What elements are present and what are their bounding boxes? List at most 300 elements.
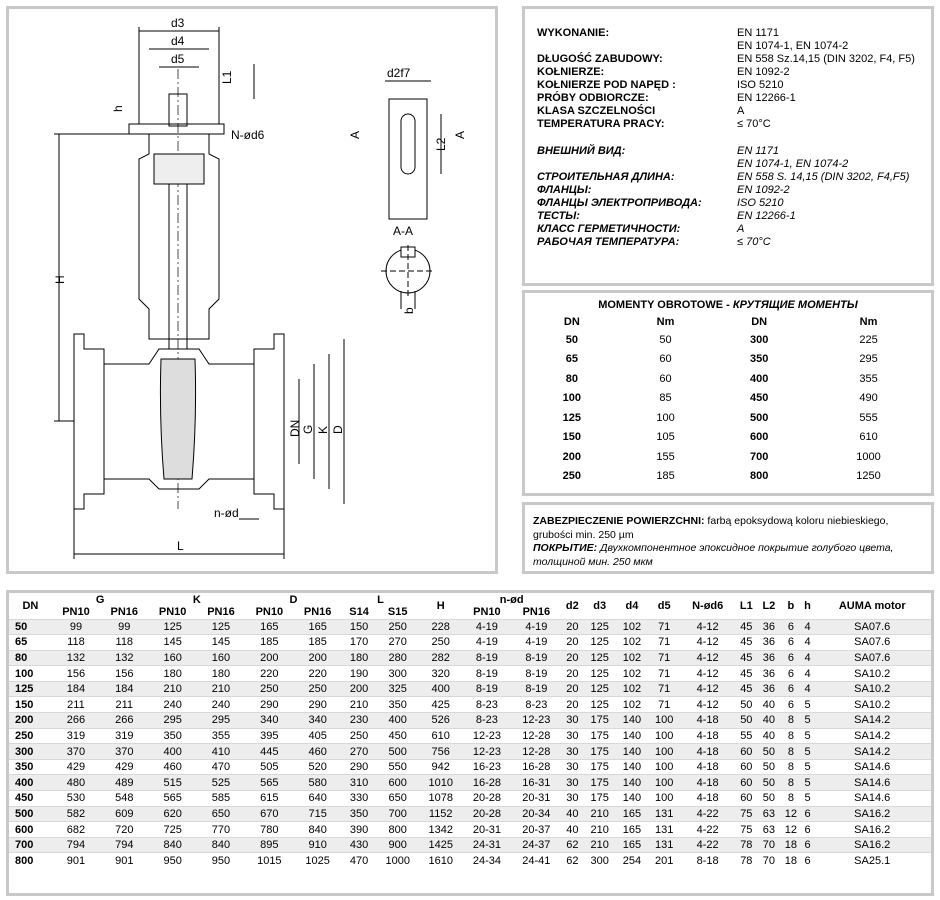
dims-cell: 45 (735, 666, 758, 682)
dims-row (9, 806, 931, 822)
dims-cell: 470 (197, 759, 245, 775)
spec-key: ФЛАНЦЫ ЭЛЕКТРОПРИВОДА: (537, 197, 702, 209)
dims-header: PN16 (522, 606, 551, 619)
dims-cell: 140 (616, 775, 648, 791)
dims-cell: 125 (584, 697, 616, 713)
dims-cell: 650 (197, 806, 245, 822)
dims-cell: 840 (148, 837, 196, 853)
dims-cell: 550 (376, 759, 419, 775)
dims-cell: 140 (616, 791, 648, 807)
dims-cell: 20 (561, 681, 584, 697)
label-l: L (177, 539, 184, 553)
dims-cell: 794 (100, 837, 148, 853)
dims-cell: 250 (9, 728, 52, 744)
spec-value: ISO 5210 (737, 79, 784, 91)
dims-cell: 770 (197, 822, 245, 838)
dims-cell: 140 (616, 713, 648, 729)
dims-cell: 901 (100, 853, 148, 869)
dims-cell: 895 (245, 837, 293, 853)
dims-cell: 650 (376, 791, 419, 807)
dims-cell: 400 (376, 713, 419, 729)
dims-cell: 78 (735, 853, 758, 869)
dims-cell: 615 (245, 791, 293, 807)
dims-cell: 71 (648, 681, 680, 697)
dims-cell: 131 (648, 806, 680, 822)
spec-row (537, 27, 931, 53)
dims-cell: 715 (294, 806, 342, 822)
torque-cell: 185 (656, 470, 675, 483)
dims-cell: 228 (419, 619, 462, 635)
dims-cell: 65 (9, 635, 52, 651)
dims-cell: 36 (758, 650, 781, 666)
dims-cell: 200 (245, 650, 293, 666)
dims-cell: 390 (342, 822, 376, 838)
dims-cell: 1342 (419, 822, 462, 838)
dims-cell: 340 (245, 713, 293, 729)
dims-cell: 530 (52, 791, 100, 807)
dims-cell: 102 (616, 681, 648, 697)
dims-cell: 50 (758, 775, 781, 791)
dims-cell: 12-23 (512, 713, 561, 729)
dims-cell: 840 (294, 822, 342, 838)
dims-cell: 4-22 (680, 822, 735, 838)
dims-cell: 165 (294, 619, 342, 635)
dims-cell: 210 (584, 806, 616, 822)
dims-cell: 350 (342, 806, 376, 822)
dims-cell: 900 (376, 837, 419, 853)
dims-cell: 50 (758, 791, 781, 807)
dims-cell: 20-28 (462, 791, 511, 807)
dims-cell: 5 (802, 775, 814, 791)
dims-header: PN10 (158, 606, 187, 619)
dims-cell: 62 (561, 853, 584, 869)
dims-cell: 100 (9, 666, 52, 682)
dims-cell: 125 (584, 681, 616, 697)
dims-cell: 1000 (376, 853, 419, 869)
spec-key: СТРОИТЕЛЬНАЯ ДЛИНА: (537, 171, 675, 183)
dims-cell: 430 (342, 837, 376, 853)
dims-cell: 4-19 (512, 619, 561, 635)
dims-cell: 240 (197, 697, 245, 713)
dims-cell: 18 (780, 853, 802, 869)
dims-cell: 460 (294, 744, 342, 760)
surface-protection-panel (522, 502, 934, 574)
dims-cell: 505 (245, 759, 293, 775)
dims-cell: 132 (52, 650, 100, 666)
dims-cell: 6 (780, 650, 802, 666)
torque-header: DN (563, 315, 580, 328)
dims-cell: 60 (735, 759, 758, 775)
dims-cell: 75 (735, 822, 758, 838)
dims-cell: 320 (419, 666, 462, 682)
dims-cell: 24-41 (512, 853, 561, 869)
dims-cell: 131 (648, 837, 680, 853)
dims-cell: 50 (735, 697, 758, 713)
dims-row (9, 775, 931, 791)
dims-cell: 780 (245, 822, 293, 838)
dims-cell: 330 (342, 791, 376, 807)
torque-title-pl: MOMENTY OBROTOWE - (598, 299, 733, 311)
dims-cell: SA10.2 (813, 697, 931, 713)
dims-cell: 500 (9, 806, 52, 822)
dims-cell: 700 (9, 837, 52, 853)
dims-cell: 266 (100, 713, 148, 729)
dims-header: L1 (739, 599, 753, 612)
dims-cell: 800 (9, 853, 52, 869)
dims-cell: 50 (758, 759, 781, 775)
dims-cell: 185 (294, 635, 342, 651)
spec-value: A (737, 223, 745, 235)
spec-key: KOŁNIERZE: (537, 66, 605, 78)
dims-cell: 20-37 (512, 822, 561, 838)
dims-row (9, 635, 931, 651)
dims-cell: 62 (561, 837, 584, 853)
dims-cell: 230 (342, 713, 376, 729)
dims-cell: 100 (648, 728, 680, 744)
specification-panel (522, 6, 934, 286)
dims-cell: 515 (148, 775, 196, 791)
torque-row (525, 408, 931, 428)
label-n-d: n-ød (214, 506, 239, 520)
dims-cell: 600 (376, 775, 419, 791)
dims-cell: 18 (780, 837, 802, 853)
torque-cell: 80 (565, 372, 578, 385)
dims-cell: 8-19 (512, 681, 561, 697)
torque-panel (522, 290, 934, 496)
spec-key: ФЛАНЦЫ: (537, 184, 592, 196)
dims-cell: 140 (616, 759, 648, 775)
dims-cell: 125 (584, 666, 616, 682)
torque-cell: 400 (750, 372, 769, 385)
dims-cell: 8-18 (680, 853, 735, 869)
dims-cell: 395 (245, 728, 293, 744)
dims-cell: 150 (9, 697, 52, 713)
torque-cell: 60 (659, 353, 672, 366)
torque-header: Nm (859, 315, 878, 328)
dims-cell: 16-28 (512, 759, 561, 775)
dims-cell: 4-12 (680, 619, 735, 635)
torque-cell: 555 (859, 411, 878, 424)
dims-cell: 1078 (419, 791, 462, 807)
dims-cell: 211 (100, 697, 148, 713)
dims-header: H (436, 599, 445, 612)
dims-cell: 210 (197, 681, 245, 697)
dims-cell: 319 (100, 728, 148, 744)
dimensions-panel (6, 590, 934, 896)
dims-cell: 460 (148, 759, 196, 775)
spec-value: EN 1171 EN 1074-1, EN 1074-2 (737, 145, 849, 170)
dims-cell: 71 (648, 635, 680, 651)
dims-cell: 950 (148, 853, 196, 869)
dims-cell: 4-12 (680, 650, 735, 666)
dims-header: K (192, 593, 201, 606)
dims-row (9, 791, 931, 807)
dims-cell: 125 (148, 619, 196, 635)
dims-cell: 350 (9, 759, 52, 775)
dims-cell: 4-22 (680, 837, 735, 853)
dims-cell: 45 (735, 650, 758, 666)
dims-cell: 6 (802, 837, 814, 853)
torque-cell: 355 (859, 372, 878, 385)
dims-cell: 8-23 (462, 697, 511, 713)
dims-cell: 4 (802, 635, 814, 651)
dims-cell: 165 (616, 806, 648, 822)
dims-cell: 140 (616, 728, 648, 744)
dims-cell: 4 (802, 681, 814, 697)
torque-cell: 700 (750, 450, 769, 463)
dims-cell: 405 (294, 728, 342, 744)
torque-cell: 450 (750, 392, 769, 405)
dims-header: L2 (762, 599, 776, 612)
dims-cell: 99 (52, 619, 100, 635)
spec-row (537, 66, 931, 79)
dims-row (9, 822, 931, 838)
dims-header: AUMA motor (838, 599, 906, 612)
dims-cell: 12-23 (462, 728, 511, 744)
dims-cell: 40 (758, 697, 781, 713)
spec-row (537, 197, 931, 210)
dims-cell: 525 (197, 775, 245, 791)
spec-row (537, 210, 931, 223)
spec-key: WYKONANIE: (537, 27, 610, 39)
spec-key: PRÓBY ODBIORCZE: (537, 92, 649, 104)
dims-cell: 565 (245, 775, 293, 791)
dims-cell: 30 (561, 759, 584, 775)
dims-cell: 4-18 (680, 728, 735, 744)
dims-cell: 20 (561, 650, 584, 666)
dims-cell: 340 (294, 713, 342, 729)
dims-cell: 100 (648, 775, 680, 791)
spec-row (537, 145, 931, 171)
dims-cell: 45 (735, 681, 758, 697)
dims-cell: 170 (342, 635, 376, 651)
spec-key: ВНЕШНИЙ ВИД: (537, 145, 626, 157)
torque-cell: 250 (562, 470, 582, 483)
dims-cell: 480 (52, 775, 100, 791)
dims-row (9, 619, 931, 635)
dims-cell: 102 (616, 697, 648, 713)
dims-row (9, 713, 931, 729)
dims-cell: 620 (148, 806, 196, 822)
dims-cell: 78 (735, 837, 758, 853)
dims-cell: 282 (419, 650, 462, 666)
torque-cell: 100 (562, 392, 582, 405)
protection-pl-text: farbą epoksydową koloru niebieskiego, grubości min. 250 µm (533, 515, 889, 541)
spec-row (537, 184, 931, 197)
torque-cell: 60 (659, 372, 672, 385)
dims-cell: 270 (342, 744, 376, 760)
dims-cell: 266 (52, 713, 100, 729)
dims-cell: SA14.6 (813, 775, 931, 791)
spec-value: EN 12266-1 (737, 92, 796, 104)
dims-cell: 610 (419, 728, 462, 744)
dims-cell: 429 (100, 759, 148, 775)
dims-header: h (804, 599, 811, 612)
dims-cell: 60 (735, 775, 758, 791)
dims-cell: 4-22 (680, 806, 735, 822)
protection-pl (533, 515, 923, 542)
dims-cell: SA14.2 (813, 713, 931, 729)
dims-cell: 125 (584, 635, 616, 651)
label-d2f7: d2f7 (387, 66, 411, 80)
dims-cell: 1610 (419, 853, 462, 869)
dims-cell: 4-19 (462, 635, 511, 651)
dims-cell: 63 (758, 822, 781, 838)
dims-cell: 20 (561, 666, 584, 682)
dims-cell: 250 (245, 681, 293, 697)
dims-cell: 71 (648, 650, 680, 666)
dims-cell: 99 (100, 619, 148, 635)
spec-value: EN 558 S. 14,15 (DIN 3202, F4,F5) (737, 171, 910, 183)
dims-cell: 200 (342, 681, 376, 697)
dims-cell: 445 (245, 744, 293, 760)
dims-cell: 40 (758, 728, 781, 744)
spec-value: ISO 5210 (737, 197, 784, 209)
protection-ru-label: ПОКРЫТИЕ: (533, 542, 598, 554)
dims-header: L (377, 593, 384, 606)
dims-cell: 6 (802, 853, 814, 869)
torque-row (525, 447, 931, 467)
dims-cell: 180 (342, 650, 376, 666)
torque-row (525, 369, 931, 389)
dims-cell: 700 (376, 806, 419, 822)
dims-cell: 429 (52, 759, 100, 775)
spec-key: KLASA SZCZELNOŚCI (537, 105, 656, 117)
dims-cell: 100 (648, 791, 680, 807)
dims-cell: 4-18 (680, 775, 735, 791)
dims-cell: 20 (561, 697, 584, 713)
dims-cell: 270 (376, 635, 419, 651)
dims-cell: 210 (148, 681, 196, 697)
dims-cell: 200 (9, 713, 52, 729)
dims-row (9, 853, 931, 869)
dims-header: PN16 (303, 606, 332, 619)
label-k: K (316, 425, 330, 434)
dims-cell: SA14.6 (813, 791, 931, 807)
dims-cell: 145 (197, 635, 245, 651)
dims-cell: 71 (648, 697, 680, 713)
dims-cell: 6 (780, 666, 802, 682)
torque-cell: 50 (565, 333, 578, 346)
label-dn: DN (288, 419, 302, 437)
dims-cell: 4-18 (680, 791, 735, 807)
dims-cell: SA16.2 (813, 837, 931, 853)
dims-cell: 145 (148, 635, 196, 651)
dims-cell: 4 (802, 666, 814, 682)
dims-row (9, 650, 931, 666)
dims-cell: 5 (802, 759, 814, 775)
label-n-d6: N-ød6 (231, 128, 265, 142)
protection-ru (533, 542, 923, 569)
dims-cell: 24-34 (462, 853, 511, 869)
dims-cell: 8-19 (462, 650, 511, 666)
dimensions-table (9, 593, 931, 869)
torque-cell: 100 (656, 411, 675, 424)
technical-drawing-panel (6, 6, 498, 574)
dims-row (9, 759, 931, 775)
dims-cell: 8 (780, 759, 802, 775)
protection-pl-label: ZABEZPIECZENIE POWIERZCHNI: (533, 515, 705, 527)
dims-cell: 410 (197, 744, 245, 760)
label-a-a: A-A (393, 224, 414, 238)
dims-cell: 118 (100, 635, 148, 651)
dims-cell: 175 (584, 713, 616, 729)
spec-key: DŁUGOŚĆ ZABUDOWY: (537, 53, 663, 65)
dims-cell: 5 (802, 728, 814, 744)
dims-cell: 20-31 (512, 791, 561, 807)
dims-cell: 63 (758, 806, 781, 822)
dims-header: d2 (565, 599, 579, 612)
dims-cell: 4-12 (680, 681, 735, 697)
dims-cell: 8-19 (462, 681, 511, 697)
dims-row (9, 697, 931, 713)
dims-cell: 30 (561, 728, 584, 744)
dims-cell: 4-19 (462, 619, 511, 635)
torque-header: Nm (656, 315, 675, 328)
dims-cell: 156 (52, 666, 100, 682)
dims-cell: 102 (616, 650, 648, 666)
torque-cell: 500 (750, 411, 769, 424)
dims-cell: 8 (780, 713, 802, 729)
dims-cell: 184 (52, 681, 100, 697)
dims-cell: 600 (9, 822, 52, 838)
dims-cell: 16-28 (462, 775, 511, 791)
dims-cell: 942 (419, 759, 462, 775)
dims-cell: SA14.6 (813, 759, 931, 775)
torque-cell: 200 (562, 450, 582, 463)
spec-value: EN 12266-1 (737, 210, 796, 222)
spec-row (537, 105, 931, 118)
dims-cell: 756 (419, 744, 462, 760)
dims-cell: 201 (648, 853, 680, 869)
dims-cell: 8-23 (512, 697, 561, 713)
dims-cell: 8-19 (462, 666, 511, 682)
dims-cell: 548 (100, 791, 148, 807)
dims-cell: 184 (100, 681, 148, 697)
dims-cell: 4-18 (680, 759, 735, 775)
dims-cell: 4-12 (680, 635, 735, 651)
torque-cell: 85 (659, 392, 672, 405)
dims-cell: 240 (148, 697, 196, 713)
dims-cell: 5 (802, 791, 814, 807)
torque-cell: 105 (656, 431, 675, 444)
dims-cell: 295 (148, 713, 196, 729)
dims-cell: 20 (561, 635, 584, 651)
dims-cell: 4 (802, 619, 814, 635)
dims-cell: 254 (616, 853, 648, 869)
dims-cell: 370 (52, 744, 100, 760)
dims-cell: 24-37 (512, 837, 561, 853)
dims-cell: 4-12 (680, 666, 735, 682)
spec-value: ≤ 70°C (737, 118, 771, 130)
dims-cell: SA25.1 (813, 853, 931, 869)
dims-cell: 250 (294, 681, 342, 697)
dims-cell: 8-19 (512, 666, 561, 682)
torque-cell: 225 (859, 333, 878, 346)
dims-cell: 8 (780, 744, 802, 760)
dims-cell: 190 (342, 666, 376, 682)
dims-cell: 118 (52, 635, 100, 651)
dims-cell: 350 (376, 697, 419, 713)
dims-cell: 100 (648, 759, 680, 775)
torque-table (525, 313, 931, 486)
dims-cell: 36 (758, 635, 781, 651)
dims-cell: SA10.2 (813, 666, 931, 682)
dims-cell: 175 (584, 759, 616, 775)
spec-row (537, 171, 931, 184)
dims-cell: 50 (735, 713, 758, 729)
dims-cell: 794 (52, 837, 100, 853)
